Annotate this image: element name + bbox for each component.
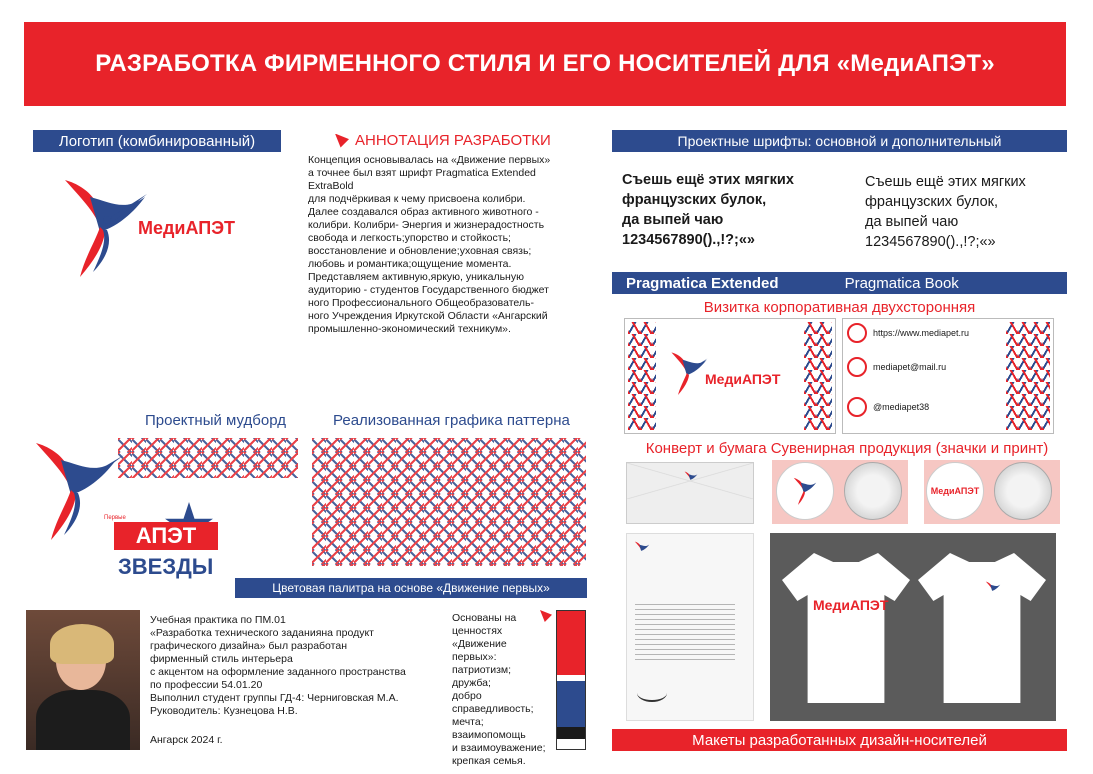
font-sample-line: 1234567890().,!?;«» — [865, 234, 996, 250]
annotation-line: любовь и романтика;ощущение момента. — [308, 258, 512, 270]
signature-mark — [637, 684, 667, 702]
practice-line: Руководитель: Кузнецова Н.В. — [150, 705, 298, 717]
website-text: https://www.mediapet.ru — [873, 328, 970, 338]
moodboard-label: Проектный мудборд — [145, 412, 286, 429]
apet-text: АПЭТ — [135, 523, 197, 548]
email-text: mediapet@mail.ru — [873, 362, 947, 372]
annotation-line: колибри. Колибри- Энергия и жизнерадостность — [308, 219, 545, 231]
values-line: взаимопомощь — [452, 729, 526, 741]
annotation-line: аудиторию - студентов Государственного бюджет — [308, 284, 549, 296]
apet-badge — [114, 522, 218, 550]
swatch-white-bottom — [557, 739, 585, 749]
badge-bg-1 — [772, 460, 908, 524]
tshirt-brand-text: МедиАПЭТ — [813, 597, 889, 613]
font-sample-line: Съешь ещё этих мягких — [622, 172, 794, 188]
hummingbird-icon — [791, 475, 819, 507]
annotation-title-row — [335, 132, 551, 149]
globe-icon — [847, 323, 867, 343]
font-name-bar — [612, 272, 1067, 294]
mail-icon — [847, 357, 867, 377]
bird-mark-icon — [335, 134, 349, 148]
moodboard-pattern — [118, 438, 298, 478]
annotation-line: ного Профессионального Общеобразователь- — [308, 297, 534, 309]
logo-section-label: Логотип (комбинированный) — [33, 130, 281, 152]
city-year: Ангарск 2024 г. — [150, 734, 223, 746]
photo-hair — [50, 624, 114, 664]
practice-line: графического дизайна» был разработан — [150, 640, 347, 652]
tshirt-mockup-bg — [770, 533, 1056, 721]
practice-line: фирменный стиль интерьера — [150, 653, 293, 665]
logo-combined — [55, 172, 275, 282]
practice-line: «Разработка технического заданияна продукт — [150, 627, 374, 639]
values-line: «Движение первых»: — [452, 638, 507, 663]
annotation-line: а точнее был взят шрифт Pragmatica Extended — [308, 167, 536, 179]
logo-brand-text: МедиАПЭТ — [138, 218, 235, 238]
font-sample-line: Съешь ещё этих мягких — [865, 174, 1026, 190]
page-title: РАЗРАБОТКА ФИРМЕННОГО СТИЛЯ И ЕГО НОСИТЕЛЕЙ ДЛЯ «МедиАПЭТ» — [95, 50, 995, 77]
card-brand-text: МедиАПЭТ — [705, 371, 781, 387]
fonts-section-label: Проектные шрифты: основной и дополнительный — [612, 130, 1067, 152]
email-row — [847, 357, 946, 377]
card-front — [624, 318, 836, 434]
badge-front — [776, 462, 834, 520]
font-sample-line: да выпей чаю — [865, 214, 959, 230]
pattern-label: Реализованная графика паттерна — [333, 412, 570, 429]
envelope-mockup — [626, 462, 754, 524]
values-line: Основаны на — [452, 612, 517, 624]
values-line: дружба; — [452, 677, 491, 689]
values-line: и взаимоуважение; — [452, 742, 546, 754]
badge-bg-2 — [924, 460, 1060, 524]
badge-front-text — [926, 462, 984, 520]
annotation-line: восстановление и обновление;уховная связь; — [308, 245, 532, 257]
swatch-blue — [557, 681, 585, 727]
annotation-line: Концепция основывалась на «Движение первых» — [308, 154, 551, 166]
tshirt-back — [918, 553, 1046, 703]
badge-back — [994, 462, 1052, 520]
annotation-line: Далее создавался образ активного животного - — [308, 206, 539, 218]
footer-banner: Макеты разработанных дизайн-носителей — [612, 729, 1067, 751]
font-extra-name: Pragmatica Book — [844, 274, 959, 292]
annotation-line: свобода и легкость;упорство и стойкость; — [308, 232, 511, 244]
values-line: добро — [452, 690, 482, 702]
hummingbird-icon — [984, 579, 1002, 601]
practice-line: с акцентом на оформление заданного пространства — [150, 666, 406, 678]
annotation-line: промышленно-экономический техникум». — [308, 323, 511, 335]
font-sample-line: французских булок, — [622, 192, 767, 208]
card-back — [842, 318, 1054, 434]
telegram-text: @mediapet38 — [873, 402, 930, 412]
values-line: патриотизм; — [452, 664, 512, 676]
annotation-text — [308, 154, 593, 336]
color-palette — [556, 610, 586, 750]
swatch-red — [557, 611, 585, 675]
values-line: справедливость; — [452, 703, 534, 715]
practice-line: по профессии 54.01.20 — [150, 679, 263, 691]
pattern-graphic — [312, 438, 586, 566]
card-pattern-right — [804, 322, 832, 430]
author-photo — [26, 610, 140, 750]
telegram-row — [847, 397, 929, 417]
values-line: мечта; — [452, 716, 484, 728]
badge-brand-text: МедиАПЭТ — [930, 486, 980, 496]
values-text — [452, 612, 552, 768]
palette-label: Цветовая палитра на основе «Движение первых» — [235, 578, 587, 598]
swatch-black — [557, 727, 585, 739]
font-sample-line: 1234567890().,!?;«» — [622, 232, 755, 248]
font-main-name: Pragmatica Extended — [626, 274, 779, 292]
letterhead-text-block — [635, 604, 735, 664]
practice-info — [150, 614, 445, 718]
card-back-pattern — [1006, 322, 1050, 430]
badge-back — [844, 462, 902, 520]
practice-line: Учебная практика по ПМ.01 — [150, 614, 286, 626]
apet-stars-logo — [104, 502, 222, 578]
font-sample-line: французских булок, — [865, 194, 999, 210]
annotation-line: для подчёркивая к чему присвоена колибри. — [308, 193, 526, 205]
annotation-line: Представляем активную,яркую, уникальную — [308, 271, 524, 283]
tshirt-front — [782, 553, 910, 703]
header-banner — [24, 22, 1066, 106]
envelope-section-label: Конверт и бумага Сувенирная продукция (значки и принт) — [645, 440, 1049, 457]
values-line: ценностях — [452, 625, 503, 637]
card-section-label: Визитка корпоративная двухсторонняя — [703, 299, 976, 316]
card-pattern-left — [628, 322, 656, 430]
stars-text: ЗВЕЗДЫ — [118, 554, 214, 579]
practice-line: Выполнил студент группы ГД-4: Черниговская М.А. — [150, 692, 399, 704]
website-row — [847, 323, 969, 343]
font-sample-bold — [622, 170, 794, 250]
annotation-line: ного Учреждения Иркутской Области «Ангарский — [308, 310, 548, 322]
hummingbird-icon — [633, 540, 651, 560]
values-line: крепкая семья. — [452, 755, 526, 767]
photo-body — [36, 690, 130, 750]
hummingbird-icon — [683, 469, 699, 489]
telegram-icon — [847, 397, 867, 417]
letterhead-mockup — [626, 533, 754, 721]
first-small-text: Первые — [104, 515, 126, 521]
font-sample-regular — [865, 172, 1026, 252]
font-sample-line: да выпей чаю — [622, 212, 724, 228]
annotation-line: ExtraBold — [308, 180, 354, 192]
annotation-title: АННОТАЦИЯ РАЗРАБОТКИ — [355, 132, 551, 149]
